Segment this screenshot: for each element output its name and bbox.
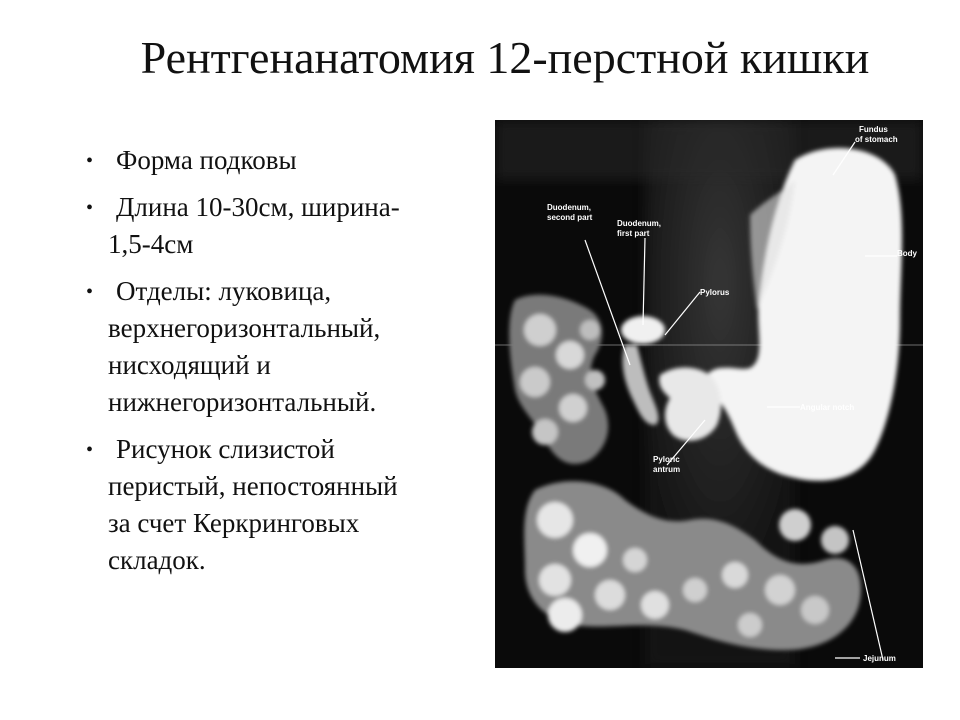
bullet-list (82, 142, 477, 589)
label-pylorus: Pylorus (700, 288, 730, 297)
bullet-text-continued: перистый, непостоянный (108, 471, 398, 501)
bullet-text-continued: нижнегоризонтальный. (108, 387, 377, 417)
label-angular-notch: Angular notch (800, 403, 855, 412)
bullet-text-continued: складок. (108, 545, 206, 575)
bullet-item (82, 273, 477, 421)
bullet-dot-icon: • (86, 150, 94, 172)
label-fundus-2: of stomach (855, 135, 898, 144)
bullet-item (82, 189, 477, 263)
slide-title: Рентгенанатомия 12-перстной кишки (140, 32, 870, 83)
bullet-dot-icon: • (86, 197, 94, 219)
bullet-text-continued: 1,5-4см (108, 229, 194, 259)
bullet-dot-icon: • (86, 439, 94, 461)
bullet-text-continued: за счет Керкринговых (108, 508, 360, 538)
label-duodenum-second-2: second part (547, 213, 593, 222)
bullet-item (82, 431, 477, 579)
label-body: Body (897, 249, 917, 258)
label-fundus: Fundus (859, 125, 888, 134)
bullet-text: Длина 10-30см, ширина- (116, 192, 400, 222)
bullet-text-continued: верхнегоризонтальный, (108, 313, 381, 343)
label-jejunum: Jejunum (863, 654, 896, 663)
bullet-text: Рисунок слизистой (116, 434, 335, 464)
label-duodenum-second: Duodenum, (547, 203, 591, 212)
label-duodenum-first: Duodenum, (617, 219, 661, 228)
bullet-dot-icon: • (86, 281, 94, 303)
bullet-text-continued: нисходящий и (108, 350, 271, 380)
bullet-item (82, 142, 477, 179)
bullet-text: Форма подковы (116, 145, 297, 175)
xray-image (495, 120, 923, 668)
bullet-text: Отделы: луковица, (116, 276, 332, 306)
xray-illustration (495, 120, 923, 668)
label-pyloric-antrum: Pyloric (653, 455, 680, 464)
label-duodenum-first-2: first part (617, 229, 650, 238)
label-pyloric-antrum-2: antrum (653, 465, 681, 474)
